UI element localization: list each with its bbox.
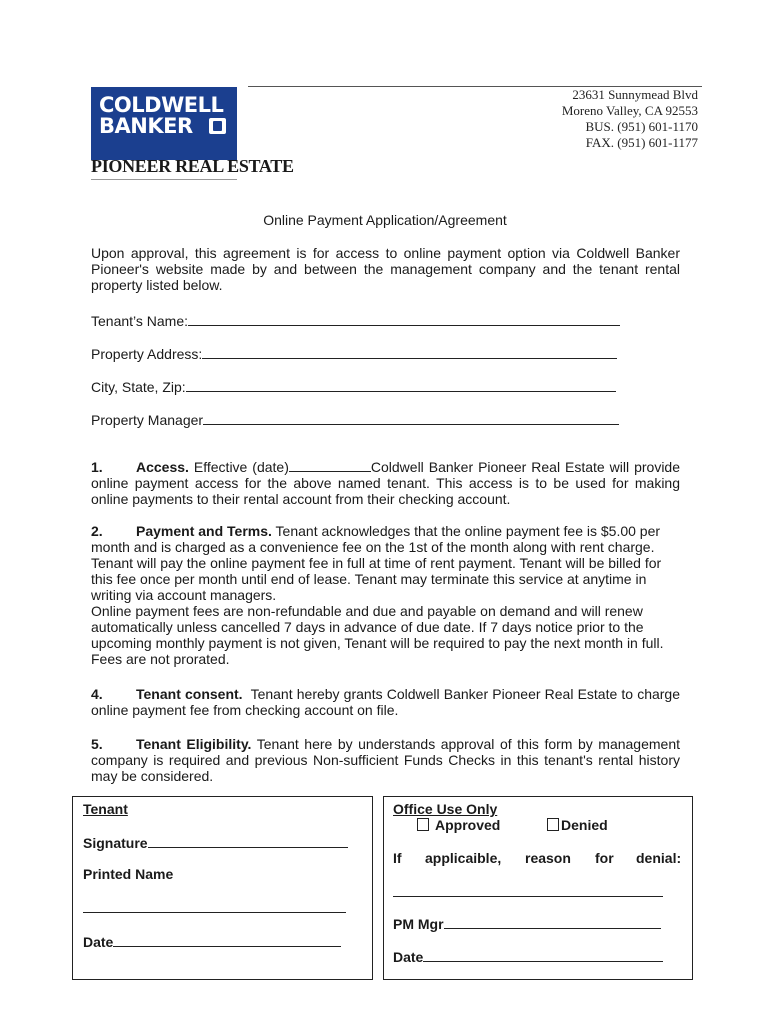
printed-name-blank[interactable] <box>83 912 346 913</box>
tenant-name-blank[interactable] <box>188 311 620 326</box>
section-1-text: Coldwell Banker Pioneer Real Estate will provide online payment access for the above named tenant. This access is to be used for making online payments to their rental account from their checking account. <box>91 459 680 507</box>
logo-divider <box>91 179 237 180</box>
property-address-field[interactable] <box>91 344 617 362</box>
reason-w5: denial: <box>636 850 682 866</box>
address-city: Moreno Valley, CA 92553 <box>561 103 698 118</box>
section-1-date-label: Effective (date) <box>193 459 289 475</box>
intro-text: Upon approval, this agreement is for access to online payment option via Coldwell Banker Pioneer's website made by and between the management company and the tenant rental property listed below. <box>91 245 680 293</box>
city-state-zip-field[interactable] <box>91 377 616 395</box>
section-2-heading: Payment and Terms. <box>136 523 272 539</box>
reason-w3: reason <box>525 850 571 866</box>
signature-label: Signature <box>83 835 148 851</box>
section-2-number: 2. <box>91 523 103 539</box>
office-use-box <box>383 796 693 980</box>
tenant-date-field[interactable] <box>83 933 341 950</box>
property-address-blank[interactable] <box>202 344 617 359</box>
signature-field[interactable] <box>83 834 348 851</box>
property-manager-blank[interactable] <box>203 410 619 425</box>
pm-mgr-label: PM Mgr <box>393 916 444 932</box>
reason-w4: for <box>595 850 614 866</box>
coldwell-banker-logo <box>91 87 237 160</box>
property-manager-field[interactable] <box>91 410 619 428</box>
section-5-number: 5. <box>91 736 103 752</box>
logo-mark-icon <box>209 118 226 134</box>
section-tenant-consent <box>91 686 680 718</box>
tenant-box-heading: Tenant <box>83 801 128 817</box>
signature-blank[interactable] <box>148 834 348 848</box>
city-state-zip-blank[interactable] <box>186 377 616 392</box>
section-4-text: Tenant hereby grants Coldwell Banker Pioneer Real Estate to charge online payment fee from checking account on file. <box>91 686 681 718</box>
approved-option[interactable] <box>417 817 500 833</box>
approved-label: Approved <box>435 817 501 833</box>
office-address <box>562 87 698 151</box>
section-1-number: 1. <box>91 459 103 475</box>
tenant-date-label: Date <box>83 934 114 950</box>
logo-line-2: BANKER <box>99 114 193 138</box>
section-2-text-1: Tenant acknowledges that the online payment fee is $5.00 per month and is charged as a convenience fee on the 1st of the month along with rent charge. Tenant will pay the online payment fee in full at time of rent payment. Tenant will be billed for this fee once per month until end of lease. Tenant may terminate this service at anytime in writing via account managers. <box>91 523 662 603</box>
logo-subtitle: PIONEER REAL ESTATE <box>91 156 294 176</box>
section-1-heading: Access. <box>136 459 189 475</box>
document-title: Online Payment Application/Agreement <box>263 212 507 228</box>
logo-line-1: COLDWELL <box>99 93 224 117</box>
reason-w1: If <box>393 850 402 866</box>
intro-paragraph <box>91 245 680 293</box>
office-date-label: Date <box>393 949 424 965</box>
effective-date-blank[interactable] <box>289 458 371 472</box>
pm-mgr-field[interactable] <box>393 915 661 932</box>
denied-checkbox[interactable] <box>547 818 559 831</box>
office-date-field[interactable] <box>393 948 663 965</box>
address-fax: FAX. (951) 601-1177 <box>585 135 698 150</box>
denial-reason-blank[interactable] <box>393 896 663 897</box>
section-payment-terms <box>91 523 680 667</box>
section-5-text: Tenant here by understands approval of this form by management company is required and previous Non-sufficient Funds Checks in this tenant's rental history may be considered. <box>91 736 680 784</box>
section-4-heading: Tenant consent. <box>136 686 243 702</box>
office-use-heading: Office Use Only <box>393 801 498 817</box>
property-manager-label: Property Manager <box>91 412 204 428</box>
address-street: 23631 Sunnymead Blvd <box>572 87 698 102</box>
property-address-label: Property Address: <box>91 346 203 362</box>
denied-option[interactable] <box>547 817 608 833</box>
section-2-text-2: Online payment fees are non-refundable and due and payable on demand and will renew automatically unless cancelled 7 days in advance of due date. If 7 days notice prior to the upcoming monthly payment is not given, Tenant will be required to pay the next month in full. Fees are not prorated. <box>91 603 664 667</box>
tenant-date-blank[interactable] <box>113 933 341 947</box>
printed-name-label: Printed Name <box>83 866 174 882</box>
city-state-zip-label: City, State, Zip: <box>91 379 186 395</box>
denied-label: Denied <box>561 817 608 833</box>
section-4-number: 4. <box>91 686 103 702</box>
tenant-name-field[interactable] <box>91 311 620 329</box>
reason-w2: applicaible, <box>425 850 502 866</box>
approved-checkbox[interactable] <box>417 818 429 831</box>
section-5-heading: Tenant Eligibility. <box>136 736 252 752</box>
tenant-name-label: Tenant’s Name: <box>91 313 189 329</box>
pm-mgr-blank[interactable] <box>444 915 661 929</box>
tenant-signature-box <box>72 796 373 980</box>
section-tenant-eligibility <box>91 736 680 784</box>
office-date-blank[interactable] <box>423 948 663 962</box>
address-phone: BUS. (951) 601-1170 <box>585 119 698 134</box>
section-access <box>91 458 680 507</box>
